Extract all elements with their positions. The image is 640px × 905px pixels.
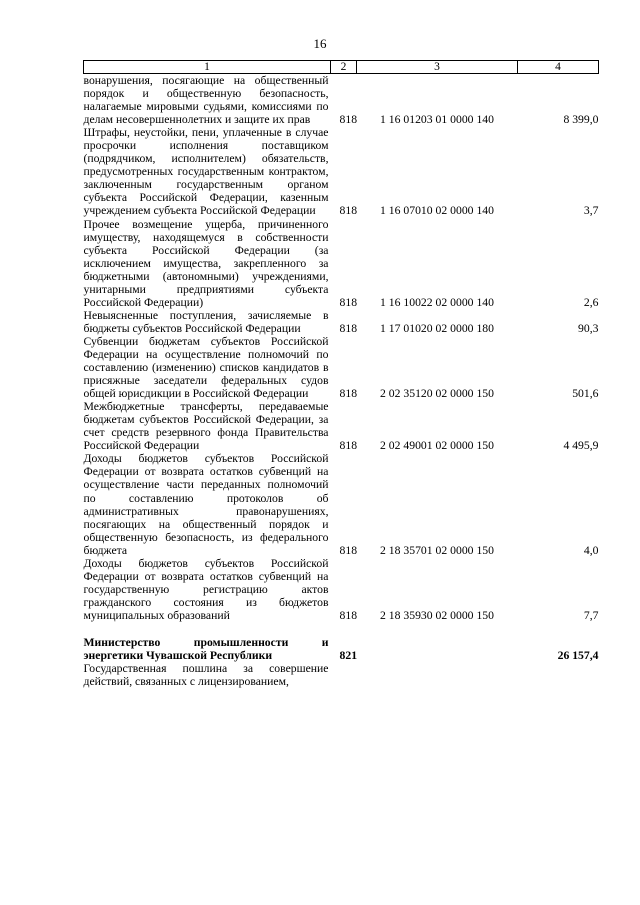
page-number: 16	[313, 36, 327, 51]
column-header: 1	[84, 61, 331, 74]
row-admin-code: 818	[339, 387, 358, 401]
table-row	[84, 557, 599, 622]
row-name: вонарушения, посягающие на общественный порядок и общественную безопасность, налагаемые мировыми судьями, комиссиями по делам несовершеннолетних и защите их прав	[83, 74, 329, 127]
table-row	[84, 662, 599, 688]
row-sum: 4 495,9	[563, 439, 599, 453]
row-admin-code: 818	[339, 204, 358, 218]
table-row	[84, 74, 599, 127]
row-name: Доходы бюджетов субъектов Российской Федерации от возврата остатков субвенций на государственную регистрацию актов гражданского состояния из бюджетов муниципальных образований	[83, 556, 329, 622]
row-name: Штрафы, неустойки, пени, уплаченные в случае просрочки исполнения поставщиком (подрядчиком, исполнителем) обязательств, предусмотренных государственным контрактом, заключенным государственным органом субъекта Российской Федерации, казенным учреждением субъекта Российской Федерации	[83, 126, 329, 218]
organization-budget-code	[357, 636, 518, 662]
revenue-table	[83, 60, 599, 688]
spacer-row	[84, 622, 599, 636]
column-header: 4	[518, 61, 599, 74]
row-sum: 8 399,0	[563, 113, 599, 127]
row-sum: 4,0	[583, 543, 599, 557]
table-row	[84, 335, 599, 400]
table-row	[84, 400, 599, 452]
organization-admin-code: 821	[339, 649, 358, 663]
table-row	[84, 218, 599, 309]
row-admin-code: 818	[339, 439, 358, 453]
row-budget-code: 2 18 35701 02 0000 150	[380, 543, 494, 557]
row-name: Субвенции бюджетам субъектов Российской Федерации на осуществление полномочий по составлению (изменению) списков кандидатов в присяжные заседатели федеральных судов общей юрисдикции в Российской Федерации	[83, 334, 329, 401]
row-budget-code: 1 16 07010 02 0000 140	[380, 204, 494, 218]
table-row	[84, 452, 599, 556]
organization-total: 26 157,4	[557, 649, 599, 663]
row-admin-code: 818	[339, 321, 358, 335]
row-admin-code: 818	[339, 113, 358, 127]
column-header: 2	[331, 61, 357, 74]
column-header: 3	[357, 61, 518, 74]
row-sum: 2,6	[583, 295, 599, 309]
row-admin-code: 818	[339, 543, 358, 557]
row-name: Государственная пошлина за совершение действий, связанных с лицензированием,	[83, 662, 329, 689]
row-budget-code: 2 02 49001 02 0000 150	[380, 439, 494, 453]
row-budget-code: 2 18 35930 02 0000 150	[380, 608, 494, 622]
row-sum: 7,7	[583, 608, 599, 622]
row-sum: 3,7	[583, 204, 599, 218]
row-admin-code: 818	[339, 295, 358, 309]
row-name: Прочее возмещение ущерба, причиненного имуществу, находящемуся в собственности субъекта Российской Федерации (за исключением имущества, закрепленного за бюджетными (автономными) учреждениями, унитарными предприятиями субъекта Российской Федерации)	[83, 217, 329, 309]
row-name: Межбюджетные трансферты, передаваемые бюджетам субъектов Российской Федерации, за счет средств резервного фонда Правительства Российской Федерации	[83, 400, 329, 453]
row-name: Доходы бюджетов субъектов Российской Федерации от возврата остатков субвенций на осуществление части переданных полномочий по составлению протоколов об административных правонарушениях, посягающих на общественный порядок и общественную безопасность, из федерального бюджета	[83, 452, 329, 557]
row-sum: 90,3	[578, 321, 599, 335]
table-row	[84, 309, 599, 335]
organization-name: Министерство промышленности и энергетики Чувашской Республики	[83, 635, 329, 663]
row-budget-code: 2 02 35120 02 0000 150	[380, 387, 494, 401]
row-budget-code: 1 16 01203 01 0000 140	[380, 113, 494, 127]
organization-row	[84, 636, 599, 662]
row-budget-code: 1 16 10022 02 0000 140	[380, 295, 494, 309]
row-sum: 501,6	[572, 387, 599, 401]
row-admin-code: 818	[339, 608, 358, 622]
row-budget-code: 1 17 01020 02 0000 180	[380, 321, 494, 335]
row-name: Невыясненные поступления, зачисляемые в бюджеты субъектов Российской Федерации	[83, 308, 329, 335]
column-header-row	[84, 61, 599, 74]
table-row	[84, 126, 599, 217]
